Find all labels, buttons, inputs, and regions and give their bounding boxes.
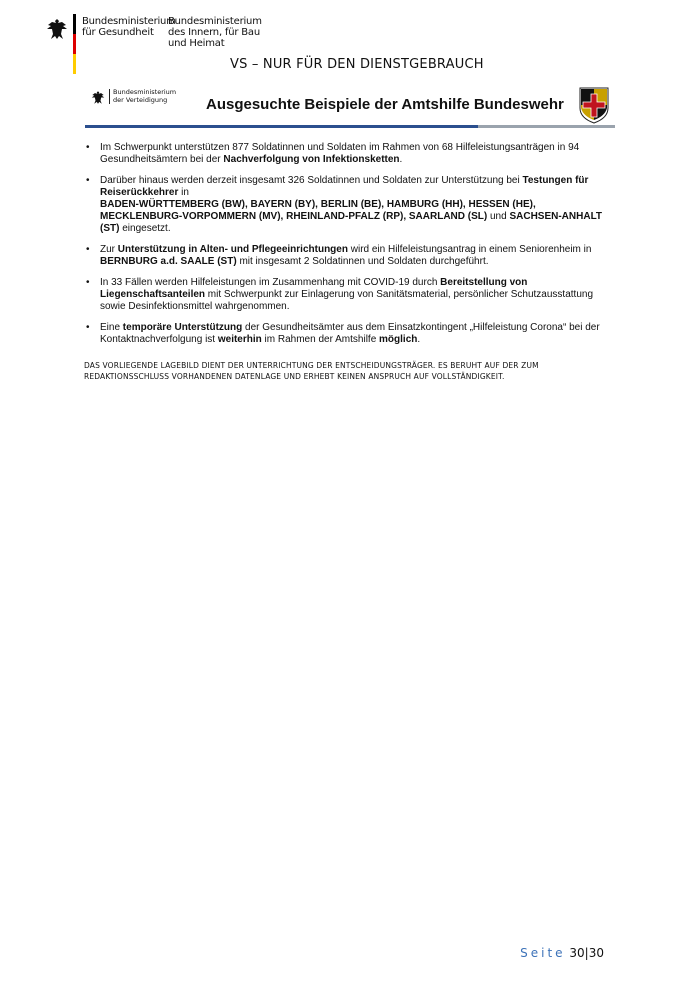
flag-stripe-black [73,14,76,34]
bullet-dot: • [86,322,90,333]
flag-stripe-gold [73,54,76,74]
bullet-dot: • [86,277,90,288]
list-item: • Im Schwerpunkt unterstützen 877 Soldatinnen und Soldaten im Rahmen von 68 Hilfeleistungsanträgen in 94 Gesundheitsämtern bei der Nachverfolgung von Infektionsketten. [86,142,580,165]
banner-rule-grey [478,125,615,128]
bullet-dot: • [86,244,90,255]
bullet-dot: • [86,175,90,186]
page-total: 30 [588,946,604,960]
bundeswehr-crest-icon [578,86,610,124]
list-item: • Darüber hinaus werden derzeit insgesamt 326 Soldatinnen und Soldaten zur Unterstützung bei Testungen für Reiserückkehrer in BADEN-WÜRTTEMBERG (BW), BAYERN (BY), BERLIN (BE), HAMBURG (HH), HESSEN (HE), MECKLENBURG-VORPOMMERN (MV), RHEINLAND-PFALZ (RP), SAARLAND (SL) und SACHSEN-ANHALT (ST) eingesetzt. [86,175,603,234]
ministry-bmg-label: Bundesministerium für Gesundheit [82,16,176,38]
bullet-list [86,142,614,355]
classification-label: VS – NUR FÜR DEN DIENSTGEBRAUCH [230,57,484,72]
banner-title: Ausgesuchte Beispiele der Amtshilfe Bundeswehr [206,96,564,113]
page-current: 30 [569,946,585,960]
federal-eagle-icon [91,90,105,105]
ministry-bmvg-label: Bundesministerium der Verteidigung [113,88,177,104]
list-item: • In 33 Fällen werden Hilfeleistungen im Zusammenhang mit COVID-19 durch Bereitstellung von Liegenschaftsanteilen mit Schwerpunkt zur Einlagerung von Sanitätsmaterial, persönlicher Schutzausstattung sowie Desinfektionsmittel wahrgenommen. [86,277,594,312]
bullet-dot: • [86,142,90,153]
page-word: Seite [520,946,566,960]
banner-rule-blue [85,125,478,128]
federal-eagle-icon [46,17,68,41]
page-separator: | [584,946,589,960]
disclaimer-text: DAS VORLIEGENDE LAGEBILD DIENT DER UNTERRICHTUNG DER ENTSCHEIDUNGSTRÄGER. ES BERUHT AUF DER ZUM REDAKTIONSSCHLUSS VORHANDENEN DATENLAGE UND ERHEBT KEINEN ANSPRUCH AUF VOLLSTÄNDIGKEIT. [84,361,539,381]
ministry-bmvg-divider [109,89,110,104]
flag-stripe-red [73,34,76,54]
list-item: • Eine temporäre Unterstützung der Gesundheitsämter aus dem Einsatzkontingent „Hilfeleistung Corona“ bei der Kontaktnachverfolgung ist weiterhin im Rahmen der Amtshilfe möglich. [86,322,600,345]
list-item: • Zur Unterstützung in Alten- und Pflegeeinrichtungen wird ein Hilfeleistungsantrag in einem Seniorenheim in BERNBURG a.d. SAALE (ST) mit insgesamt 2 Soldatinnen und Soldaten durchgeführt. [86,244,592,267]
ministry-bmi-label: Bundesministerium des Innern, für Bau und Heimat [168,16,262,49]
page-number [520,946,604,960]
